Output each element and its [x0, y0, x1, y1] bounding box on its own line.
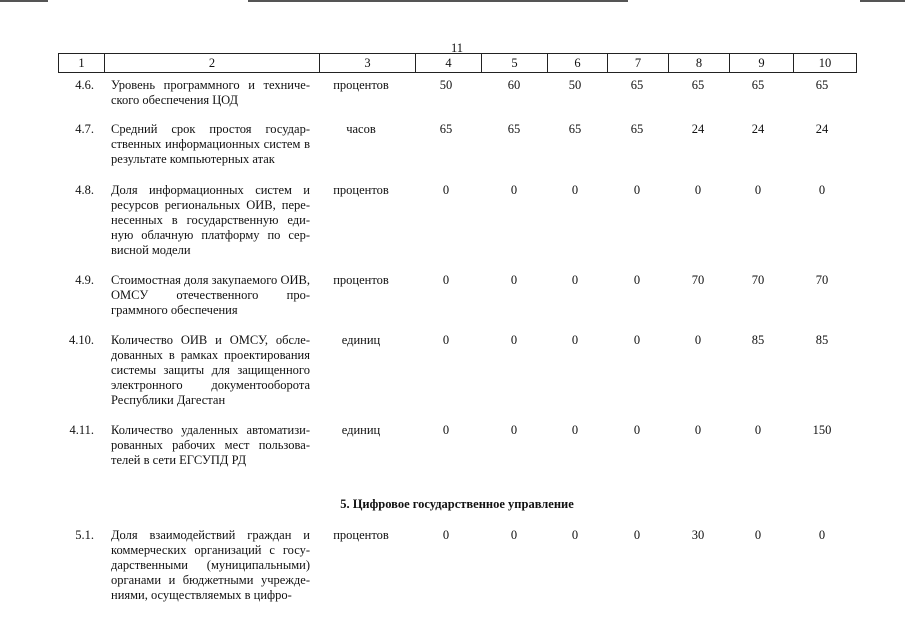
value-cell: 65	[691, 78, 705, 92]
column-header: 5	[482, 54, 548, 73]
value-cell: 0	[754, 423, 762, 437]
value-cell: 65	[568, 122, 582, 136]
row-description: Стоимостная доля закупаемого ОИВ, ОМСУ отечественного про-граммного обеспечения	[111, 273, 310, 317]
value-cell: 0	[510, 273, 518, 287]
value-cell: 0	[818, 183, 826, 197]
value-cell: 0	[510, 183, 518, 197]
column-header: 10	[794, 54, 857, 73]
row-number: 4.9.	[75, 273, 94, 287]
value-cell: 24	[691, 122, 705, 136]
column-header: 8	[669, 54, 730, 73]
value-cell: 70	[815, 273, 829, 287]
value-cell: 65	[815, 78, 829, 92]
value-cell: 0	[694, 423, 702, 437]
row-description: Средний срок простоя государ-ственных информационных систем в результате компьютерных атак	[111, 122, 310, 166]
row-number: 4.6.	[75, 78, 94, 92]
column-header: 9	[730, 54, 794, 73]
row-number: 5.1.	[75, 528, 94, 542]
column-header: 7	[608, 54, 669, 73]
value-cell: 0	[442, 528, 450, 542]
column-header: 1	[59, 54, 105, 73]
column-header-table	[58, 53, 857, 73]
row-unit: единиц	[341, 333, 381, 347]
column-header-row	[59, 54, 857, 73]
value-cell: 0	[754, 528, 762, 542]
value-cell: 24	[815, 122, 829, 136]
row-unit: процентов	[333, 183, 389, 197]
value-cell: 0	[571, 528, 579, 542]
value-cell: 60	[507, 78, 521, 92]
row-unit: процентов	[333, 78, 389, 92]
row-unit: процентов	[333, 528, 389, 542]
row-unit: единиц	[341, 423, 381, 437]
section-heading: 5. Цифровое государственное управление	[340, 497, 574, 511]
value-cell: 0	[633, 183, 641, 197]
value-cell: 65	[630, 122, 644, 136]
page-number: 11	[450, 41, 464, 55]
value-cell: 85	[751, 333, 765, 347]
value-cell: 85	[815, 333, 829, 347]
value-cell: 0	[571, 333, 579, 347]
row-description: Количество удаленных автоматизи-рованных рабочих мест пользова-телей в сети ЕГСУПД РД	[111, 423, 310, 467]
value-cell: 24	[751, 122, 765, 136]
row-description: Доля информационных систем и ресурсов региональных ОИВ, пере-несенных в государственную еди-ную облачную платформу по сер-висной модели	[111, 183, 310, 257]
value-cell: 0	[510, 528, 518, 542]
value-cell: 65	[630, 78, 644, 92]
column-header: 6	[548, 54, 608, 73]
value-cell: 65	[751, 78, 765, 92]
row-description: Доля взаимодействий граждан и коммерческих организаций с госу-дарственными (муниципальными) органами и бюджетными учрежде-ниями, осуществляемых в цифро-	[111, 528, 310, 602]
row-description: Количество ОИВ и ОМСУ, обсле-дованных в рамках проектирования системы защиты для защищенного электронного документооборота Республики Дагестан	[111, 333, 310, 407]
value-cell: 0	[571, 273, 579, 287]
top-rule-center	[248, 0, 628, 2]
value-cell: 0	[694, 333, 702, 347]
value-cell: 0	[694, 183, 702, 197]
top-rule-left	[0, 0, 48, 2]
value-cell: 0	[510, 423, 518, 437]
value-cell: 150	[812, 423, 832, 437]
value-cell: 30	[691, 528, 705, 542]
value-cell: 0	[754, 183, 762, 197]
value-cell: 0	[442, 273, 450, 287]
value-cell: 0	[442, 333, 450, 347]
row-number: 4.7.	[75, 122, 94, 136]
value-cell: 0	[442, 423, 450, 437]
value-cell: 50	[568, 78, 582, 92]
value-cell: 0	[633, 423, 641, 437]
value-cell: 65	[507, 122, 521, 136]
row-unit: часов	[346, 122, 376, 136]
value-cell: 0	[571, 183, 579, 197]
value-cell: 70	[691, 273, 705, 287]
column-header: 2	[105, 54, 320, 73]
value-cell: 70	[751, 273, 765, 287]
value-cell: 0	[633, 273, 641, 287]
value-cell: 50	[439, 78, 453, 92]
row-number: 4.8.	[75, 183, 94, 197]
value-cell: 0	[633, 333, 641, 347]
row-unit: процентов	[333, 273, 389, 287]
row-description: Уровень программного и техниче-ского обеспечения ЦОД	[111, 78, 310, 107]
row-number: 4.10.	[69, 333, 94, 347]
value-cell: 0	[633, 528, 641, 542]
top-rule-right	[860, 0, 905, 2]
value-cell: 0	[510, 333, 518, 347]
column-header: 4	[416, 54, 482, 73]
value-cell: 0	[818, 528, 826, 542]
row-number: 4.11.	[69, 423, 94, 437]
column-header: 3	[320, 54, 416, 73]
value-cell: 0	[571, 423, 579, 437]
value-cell: 0	[442, 183, 450, 197]
value-cell: 65	[439, 122, 453, 136]
